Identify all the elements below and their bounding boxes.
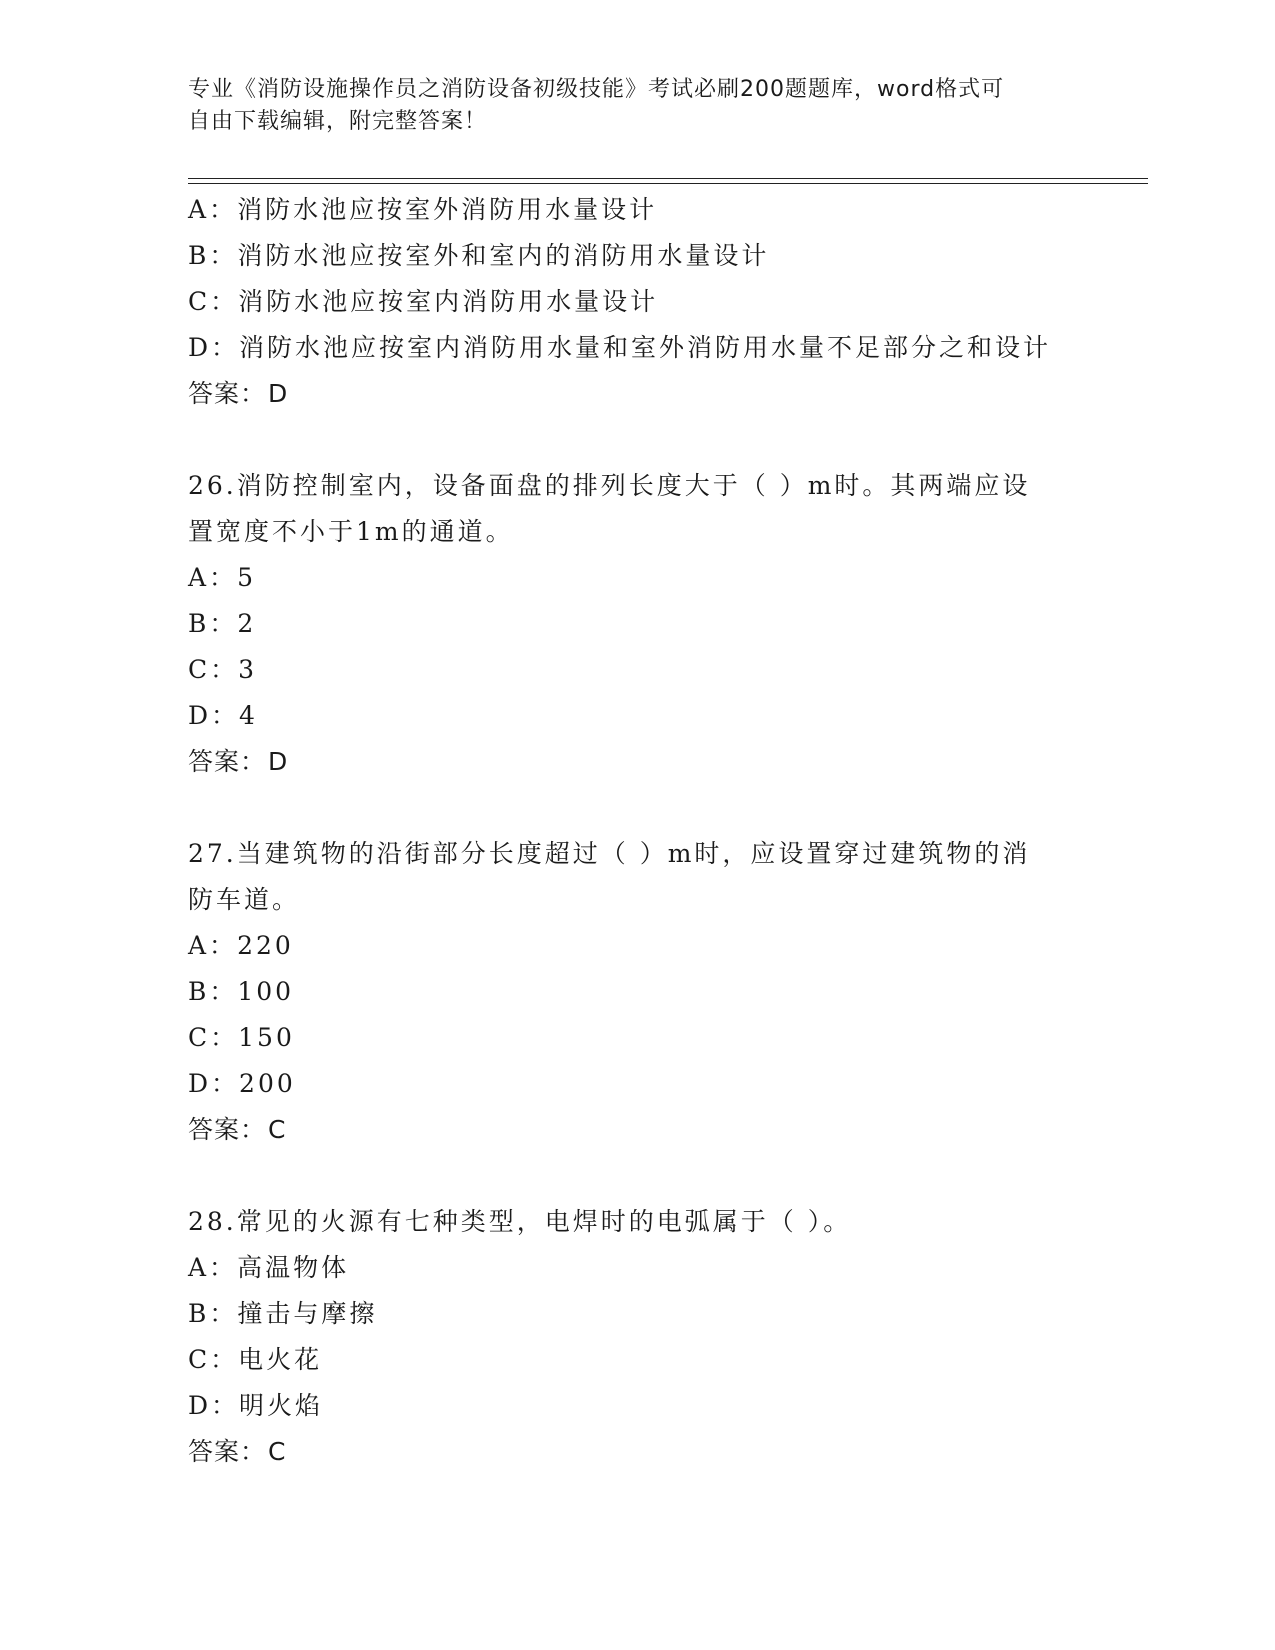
question-stem xyxy=(188,831,1058,923)
question-list xyxy=(188,187,1108,1475)
option-a xyxy=(188,555,1108,601)
option-text: 5 xyxy=(237,563,256,592)
question-27 xyxy=(188,831,1108,1153)
option-text: 消防水池应按室外消防用水量设计 xyxy=(237,195,658,224)
header-line-1: 专业《消防设施操作员之消防设备初级技能》考试必刷200题题库，word格式可 xyxy=(188,77,1005,102)
answer-value: D xyxy=(268,747,289,776)
question-stem xyxy=(188,1199,1058,1245)
stem-line-1: 27.当建筑物的沿街部分长度超过（ ）m时，应设置穿过建筑物的消 xyxy=(188,839,1031,868)
option-label: C： xyxy=(188,287,239,316)
question-26 xyxy=(188,463,1108,785)
answer-label: 答案： xyxy=(188,379,267,408)
question-25-tail xyxy=(188,187,1108,417)
answer-value: C xyxy=(268,1115,287,1144)
option-label: C： xyxy=(188,1345,239,1374)
answer-label: 答案： xyxy=(188,1437,267,1466)
option-b xyxy=(188,969,1108,1015)
document-header xyxy=(188,74,1088,138)
option-label: B： xyxy=(188,609,238,638)
answer-line xyxy=(188,1107,1108,1153)
question-stem xyxy=(188,463,1058,555)
option-text: 4 xyxy=(239,701,258,730)
option-text: 消防水池应按室外和室内的消防用水量设计 xyxy=(237,241,770,270)
option-d xyxy=(188,1383,1108,1429)
stem-line-1: 28.常见的火源有七种类型，电焊时的电弧属于（ ）。 xyxy=(188,1207,852,1236)
option-d xyxy=(188,693,1108,739)
option-text: 撞击与摩擦 xyxy=(237,1299,378,1328)
option-c xyxy=(188,647,1108,693)
option-label: D： xyxy=(188,701,240,730)
option-a xyxy=(188,923,1108,969)
option-text: 220 xyxy=(237,931,294,960)
spacer xyxy=(188,1153,1108,1199)
answer-line xyxy=(188,739,1108,785)
header-divider-bottom xyxy=(188,183,1148,184)
header-divider-top xyxy=(188,178,1148,179)
answer-line xyxy=(188,1429,1108,1475)
option-b xyxy=(188,233,1108,279)
option-c xyxy=(188,279,1108,325)
option-text: 150 xyxy=(238,1023,295,1052)
option-label: B： xyxy=(188,241,238,270)
option-d xyxy=(188,1061,1108,1107)
option-text: 3 xyxy=(238,655,258,684)
option-text: 2 xyxy=(237,609,257,638)
answer-value: C xyxy=(268,1437,287,1466)
option-a xyxy=(188,187,1108,233)
answer-label: 答案： xyxy=(188,747,267,776)
option-text: 明火焰 xyxy=(239,1391,324,1420)
answer-label: 答案： xyxy=(188,1115,267,1144)
option-c xyxy=(188,1337,1108,1383)
option-d xyxy=(188,325,1108,371)
stem-line-2: 防车道。 xyxy=(188,885,301,914)
option-text: 消防水池应按室内消防用水量和室外消防用水量不足部分之和设计 xyxy=(239,333,1052,362)
option-text: 100 xyxy=(237,977,295,1006)
option-label: C： xyxy=(188,655,239,684)
option-label: B： xyxy=(188,1299,238,1328)
answer-value: D xyxy=(268,379,289,408)
option-label: D： xyxy=(188,1391,240,1420)
option-label: D： xyxy=(188,1069,240,1098)
option-text: 200 xyxy=(239,1069,296,1098)
option-label: A： xyxy=(188,195,238,224)
option-text: 消防水池应按室内消防用水量设计 xyxy=(238,287,659,316)
option-label: A： xyxy=(188,931,238,960)
option-label: C： xyxy=(188,1023,239,1052)
option-c xyxy=(188,1015,1108,1061)
option-label: A： xyxy=(188,563,238,592)
spacer xyxy=(188,785,1108,831)
option-b xyxy=(188,601,1108,647)
option-text: 电火花 xyxy=(238,1345,323,1374)
option-b xyxy=(188,1291,1108,1337)
option-label: D： xyxy=(188,333,240,362)
option-a xyxy=(188,1245,1108,1291)
stem-line-1: 26.消防控制室内，设备面盘的排列长度大于（ ）m时。其两端应设 xyxy=(188,471,1031,500)
answer-line xyxy=(188,371,1108,417)
option-label: A： xyxy=(188,1253,238,1282)
option-label: B： xyxy=(188,977,238,1006)
spacer xyxy=(188,417,1108,463)
question-28 xyxy=(188,1199,1108,1475)
header-line-2: 自由下载编辑，附完整答案！ xyxy=(188,109,488,134)
stem-line-2: 置宽度不小于1m的通道。 xyxy=(188,517,514,546)
option-text: 高温物体 xyxy=(237,1253,350,1282)
